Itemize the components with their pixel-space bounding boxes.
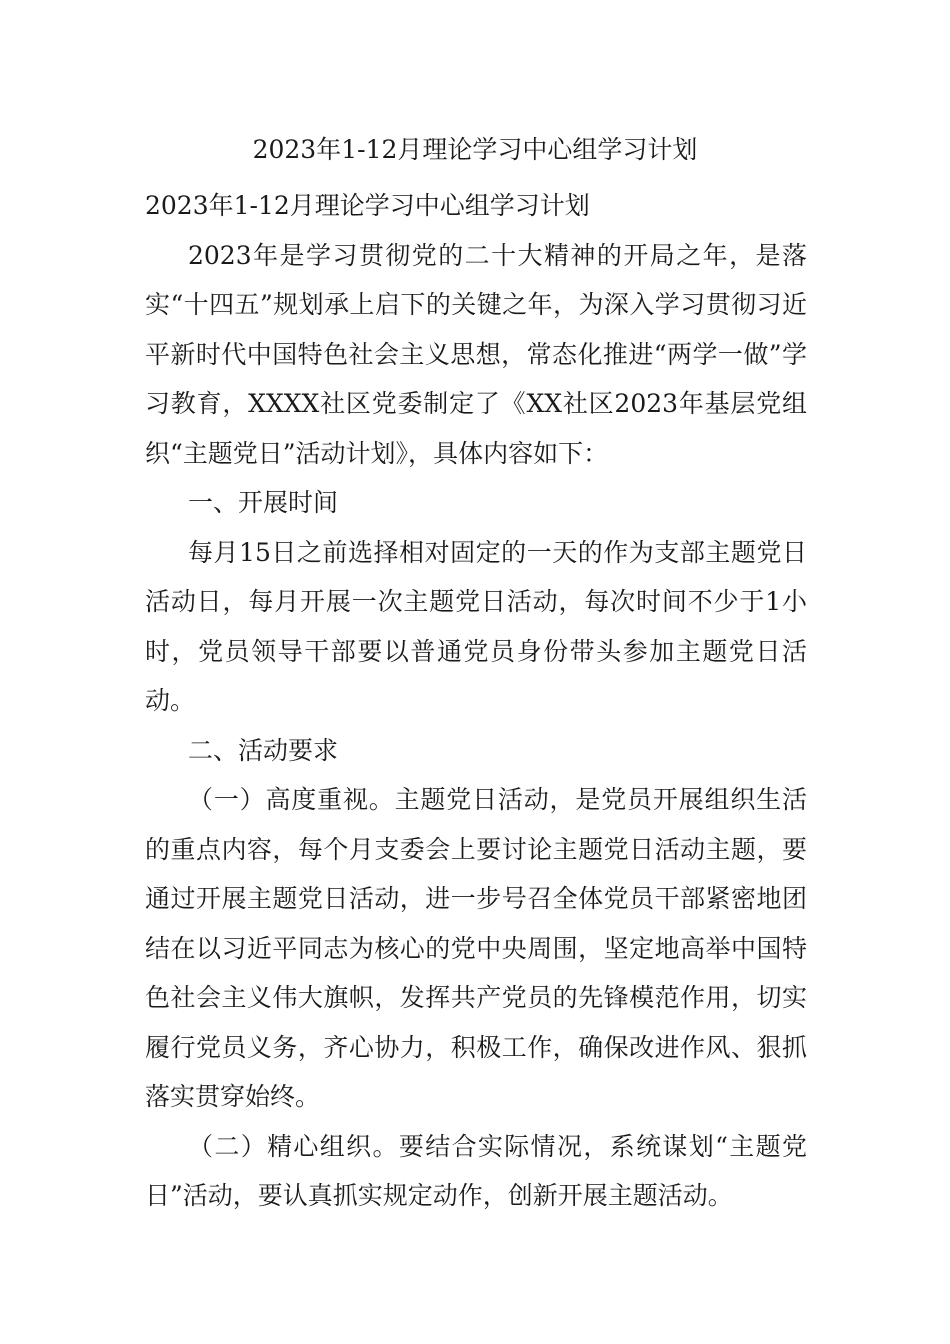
paragraph-requirement-1: （一）高度重视。主题党日活动，是党员开展组织生活的重点内容，每个月支委会上要讨论主题党日活动主题，要通过开展主题党日活动，进一步号召全体党员干部紧密地团结在以习近平同志为核心的党中央周围，坚定地高举中国特色社会主义伟大旗帜，发挥共产党员的先锋模范作用，切实履行党员义务，齐心协力，积极工作，确保改进作风、狠抓落实贯穿始终。 <box>145 785 807 1111</box>
document-title: 2023年1-12月理论学习中心组学习计划 <box>252 135 698 164</box>
document-body <box>145 181 807 1221</box>
paragraph-time: 每月15日之前选择相对固定的一天的作为支部主题党日活动日，每月开展一次主题党日活动，每次时间不少于1小时，党员领导干部要以普通党员身份带头参加主题党日活动。 <box>145 537 807 715</box>
section-heading-time: 一、开展时间 <box>188 488 339 517</box>
paragraph-subtitle: 2023年1-12月理论学习中心组学习计划 <box>145 191 590 220</box>
paragraph-requirement-2: （二）精心组织。要结合实际情况，系统谋划“主题党日”活动，要认真抓实规定动作，创新开展主题活动。 <box>145 1131 807 1210</box>
section-heading-requirements: 二、活动要求 <box>188 735 339 765</box>
paragraph-intro: 2023年是学习贯彻党的二十大精神的开局之年，是落实“十四五”规划承上启下的关键之年，为深入学习贯彻习近平新时代中国特色社会主义思想，常态化推进“两学一做”学习教育，XXXX社区党委制定了《XX社区2023年基层党组织“主题党日”活动计划》，具体内容如下： <box>145 240 807 468</box>
